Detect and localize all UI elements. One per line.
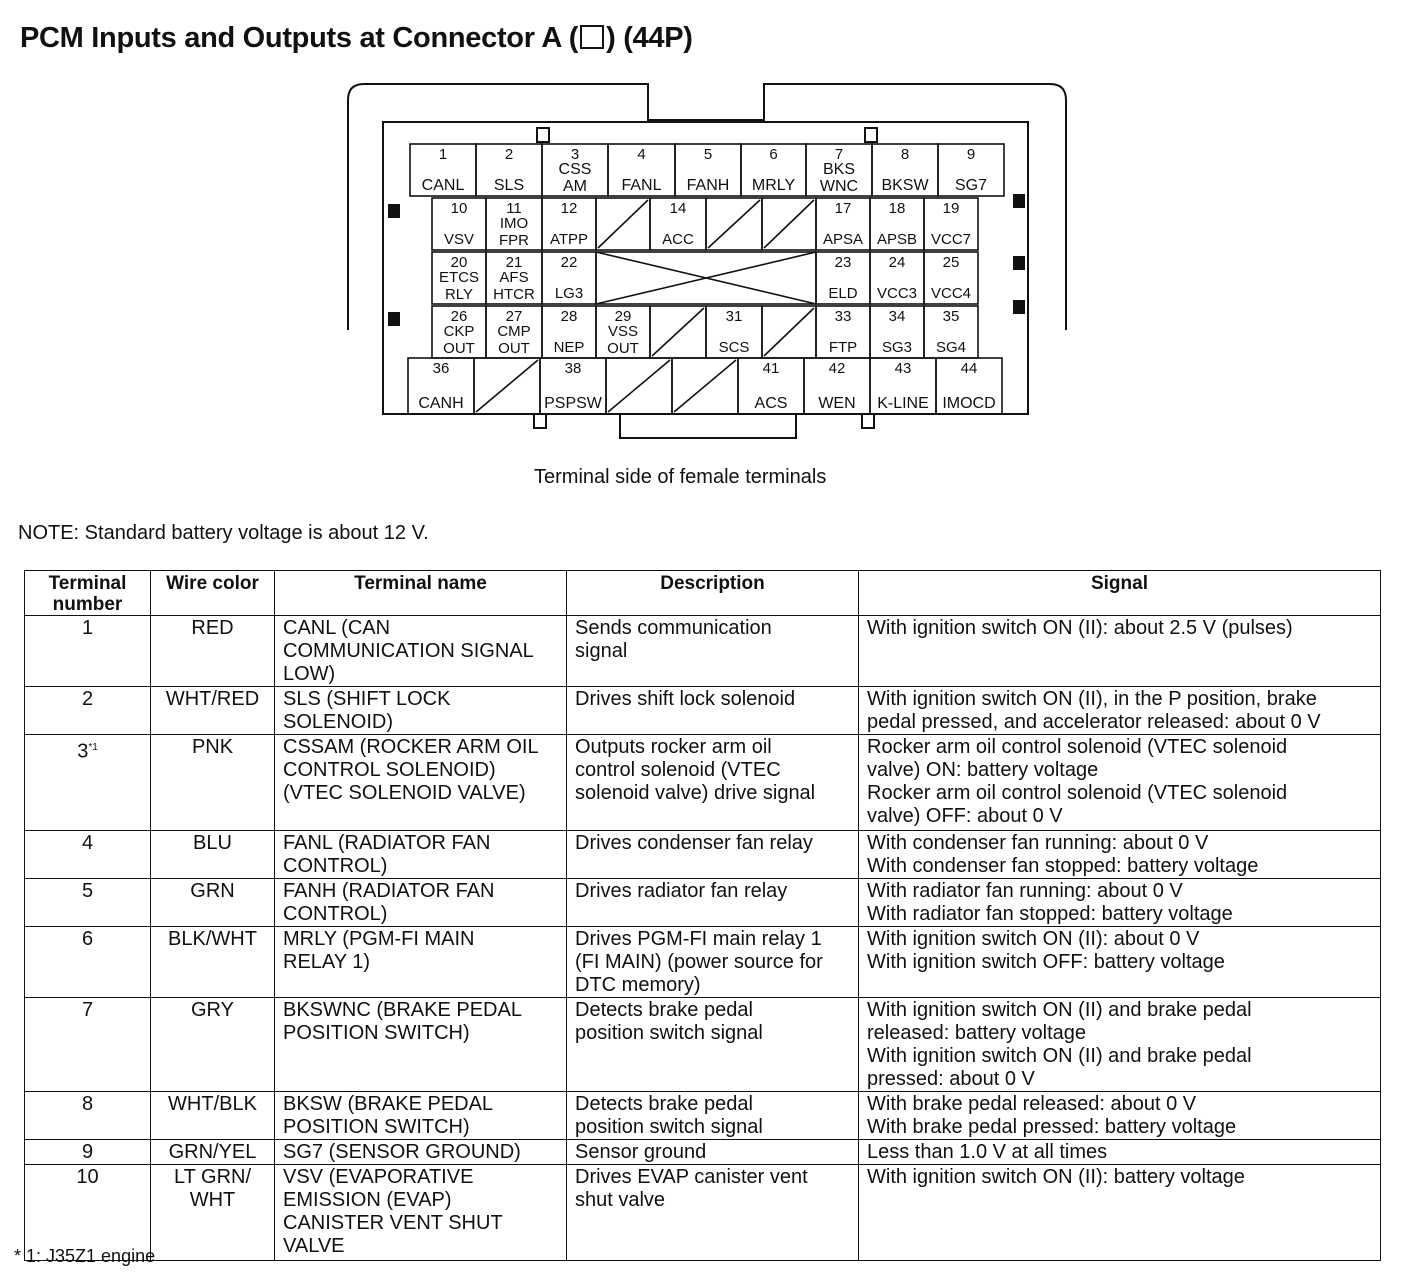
pin-label: AFS xyxy=(499,269,529,286)
description-cell: Drives condenser fan relay xyxy=(567,831,859,879)
table-row xyxy=(25,616,1381,687)
pin-label: 22 xyxy=(560,254,578,271)
pin-label: SCS xyxy=(718,339,750,356)
table-row xyxy=(25,735,1381,831)
wire-color-cell: GRN/YEL xyxy=(151,1140,275,1165)
pin-label: 29 xyxy=(614,308,632,325)
pin-label: FPR xyxy=(499,232,529,249)
terminal-number: 5 xyxy=(81,880,94,902)
signal-cell: With ignition switch ON (II) and brake pedal released: battery voltage With ignition switch ON (II) and brake pedal pressed: about 0 V xyxy=(859,998,1381,1092)
pin-label: APSB xyxy=(876,231,918,248)
pin-label: CANH xyxy=(418,395,464,412)
terminal-number-cell xyxy=(25,616,151,687)
signal-cell: With condenser fan running: about 0 V With condenser fan stopped: battery voltage xyxy=(859,831,1381,879)
pin-label: 43 xyxy=(894,360,912,377)
wire-color-cell: WHT/RED xyxy=(151,687,275,735)
pin-label: WNC xyxy=(819,178,859,195)
pin-label: ATPP xyxy=(549,231,589,248)
pin-label: LG3 xyxy=(554,285,584,302)
pin-label: SG7 xyxy=(954,177,988,194)
pin-label: 14 xyxy=(669,200,687,217)
description-cell: Sensor ground xyxy=(567,1140,859,1165)
pin-label: 1 xyxy=(438,146,448,163)
pin-label: 26 xyxy=(450,308,468,325)
wire-color-cell: WHT/BLK xyxy=(151,1092,275,1140)
empty-cavity-slash xyxy=(608,360,670,412)
pin-label: 25 xyxy=(942,254,960,271)
connector-lock-left-upper xyxy=(388,204,400,218)
note-text: Standard battery voltage is about 12 V. xyxy=(79,522,429,544)
pin-label: PSPSW xyxy=(544,395,602,412)
table-row xyxy=(25,879,1381,927)
signal-cell: With ignition switch ON (II): about 2.5 V (pulses) xyxy=(859,616,1381,687)
note-label: NOTE: xyxy=(18,522,80,544)
pin-label: VCC7 xyxy=(930,231,972,248)
description-cell: Drives radiator fan relay xyxy=(567,879,859,927)
wire-color-cell: BLK/WHT xyxy=(151,927,275,998)
terminal-number-cell xyxy=(25,1092,151,1140)
description-cell: Drives EVAP canister vent shut valve xyxy=(567,1165,859,1261)
pin-label: ETCS xyxy=(438,269,480,286)
pin-label: BKS xyxy=(822,161,856,178)
signal-cell: With brake pedal released: about 0 V With brake pedal pressed: battery voltage xyxy=(859,1092,1381,1140)
connector-lock-left-lower xyxy=(388,312,400,326)
signal-cell: With ignition switch ON (II): battery voltage xyxy=(859,1165,1381,1261)
signal-cell: With ignition switch ON (II): about 0 V With ignition switch OFF: battery voltage xyxy=(859,927,1381,998)
title-suffix: ) (44P) xyxy=(606,22,693,54)
pin-label: CKP xyxy=(443,323,475,340)
pin-label: 10 xyxy=(450,200,468,217)
terminal-number: 8 xyxy=(81,1093,94,1115)
wire-color-cell: PNK xyxy=(151,735,275,831)
connector-top-tab-right xyxy=(865,128,877,142)
pin-label: RLY xyxy=(444,286,474,303)
description-cell: Drives PGM-FI main relay 1 (FI MAIN) (power source for DTC memory) xyxy=(567,927,859,998)
empty-cavity-slash xyxy=(764,200,814,248)
pin-label: FANH xyxy=(686,177,730,194)
pin-label: APSA xyxy=(822,231,864,248)
pin-label: 34 xyxy=(888,308,906,325)
pin-label: HTCR xyxy=(493,286,535,303)
pin-label: SLS xyxy=(493,177,525,194)
pin-label: NEP xyxy=(553,339,585,356)
pin-label: ACS xyxy=(754,395,788,412)
pin-label: WEN xyxy=(818,395,856,412)
terminal-name-cell: SG7 (SENSOR GROUND) xyxy=(275,1140,567,1165)
connector-top-tab-left xyxy=(537,128,549,142)
table-header-row xyxy=(25,571,1381,616)
terminal-name-cell: FANH (RADIATOR FAN CONTROL) xyxy=(275,879,567,927)
pin-label: 23 xyxy=(834,254,852,271)
connector-lock-right-1 xyxy=(1013,194,1025,208)
terminal-number: 3 xyxy=(77,740,89,763)
terminal-number-cell xyxy=(25,927,151,998)
header-signal: Signal xyxy=(859,571,1381,616)
pin-label: 18 xyxy=(888,200,906,217)
connector-body-outline xyxy=(383,122,1028,414)
connector-lock-right-2 xyxy=(1013,256,1025,270)
pin-label: CMP xyxy=(497,323,531,340)
table-row xyxy=(25,1140,1381,1165)
terminal-number: 2 xyxy=(81,688,94,710)
terminal-name-cell: VSV (EVAPORATIVE EMISSION (EVAP) CANISTER VENT SHUT VALVE xyxy=(275,1165,567,1261)
terminal-number-cell xyxy=(25,879,151,927)
pin-label: AM xyxy=(563,178,587,195)
pin-label: 17 xyxy=(834,200,852,217)
pin-label: 2 xyxy=(504,146,514,163)
pin-label: 38 xyxy=(564,360,582,377)
pin-label: K-LINE xyxy=(877,395,929,412)
signal-cell: Less than 1.0 V at all times xyxy=(859,1140,1381,1165)
connector-bottom-tab-left xyxy=(534,414,546,428)
header-wire-color: Wire color xyxy=(151,571,275,616)
terminal-number: 1 xyxy=(81,617,94,639)
pin-label: 4 xyxy=(637,146,646,163)
pin-label: 7 xyxy=(834,146,844,163)
title-prefix: PCM Inputs and Outputs at Connector A ( xyxy=(20,22,579,54)
table-row xyxy=(25,831,1381,879)
terminal-number: 10 xyxy=(76,1166,99,1188)
pin-label: 12 xyxy=(560,200,578,217)
pin-label: 8 xyxy=(900,146,910,163)
pin-label: ACC xyxy=(662,231,694,248)
description-cell: Sends communication signal xyxy=(567,616,859,687)
terminal-name-cell: BKSW (BRAKE PEDAL POSITION SWITCH) xyxy=(275,1092,567,1140)
pin-label: CANL xyxy=(421,177,465,194)
pin-label: 35 xyxy=(942,308,960,325)
description-cell: Detects brake pedal position switch signal xyxy=(567,1092,859,1140)
footnote: * 1: J35Z1 engine xyxy=(14,1246,156,1266)
connector-diagram xyxy=(0,0,1408,460)
terminal-table xyxy=(24,570,1381,1261)
pin-label: 21 xyxy=(505,254,523,271)
pin-label: FTP xyxy=(828,339,858,356)
terminal-number-cell xyxy=(25,831,151,879)
description-cell: Drives shift lock solenoid xyxy=(567,687,859,735)
pin-label: 28 xyxy=(560,308,578,325)
empty-cavity-slash xyxy=(674,360,736,412)
empty-cavity-slash xyxy=(764,308,814,356)
pin-label: SG3 xyxy=(881,339,913,356)
terminal-number-cell xyxy=(25,687,151,735)
header-terminal-number: Terminal number xyxy=(25,571,151,616)
header-description: Description xyxy=(567,571,859,616)
wire-color-cell: LT GRN/ WHT xyxy=(151,1165,275,1261)
signal-cell: With radiator fan running: about 0 V With radiator fan stopped: battery voltage xyxy=(859,879,1381,927)
pin-label: 42 xyxy=(828,360,846,377)
pin-label: MRLY xyxy=(751,177,796,194)
pin-label: 44 xyxy=(960,360,978,377)
terminal-name-cell: FANL (RADIATOR FAN CONTROL) xyxy=(275,831,567,879)
pin-label: 20 xyxy=(450,254,468,271)
wire-color-cell: RED xyxy=(151,616,275,687)
diagram-caption: Terminal side of female terminals xyxy=(534,466,827,488)
wire-color-cell: GRY xyxy=(151,998,275,1092)
pin-label: 3 xyxy=(570,146,580,163)
connector-bottom-key xyxy=(620,414,796,438)
description-cell: Outputs rocker arm oil control solenoid (VTEC solenoid valve) drive signal xyxy=(567,735,859,831)
note xyxy=(18,522,429,545)
terminal-number-cell xyxy=(25,1140,151,1165)
wire-color-cell: BLU xyxy=(151,831,275,879)
signal-cell: With ignition switch ON (II), in the P position, brake pedal pressed, and accelerator released: about 0 V xyxy=(859,687,1381,735)
pin-label: OUT xyxy=(607,340,639,357)
pin-label: ELD xyxy=(828,285,858,302)
terminal-number: 7 xyxy=(81,999,94,1021)
wire-color-cell: GRN xyxy=(151,879,275,927)
pin-label: 27 xyxy=(505,308,523,325)
terminal-name-cell: BKSWNC (BRAKE PEDAL POSITION SWITCH) xyxy=(275,998,567,1092)
table-row xyxy=(25,998,1381,1092)
terminal-number: 6 xyxy=(81,928,94,950)
description-cell: Detects brake pedal position switch signal xyxy=(567,998,859,1092)
pin-label: 36 xyxy=(432,360,450,377)
footnote-marker: *1 xyxy=(88,742,98,753)
signal-cell: Rocker arm oil control solenoid (VTEC solenoid valve) ON: battery voltage Rocker arm oil control solenoid (VTEC solenoid valve) OFF: about 0 V xyxy=(859,735,1381,831)
table-row xyxy=(25,927,1381,998)
pin-label: VCC3 xyxy=(876,285,918,302)
terminal-number: 9 xyxy=(81,1141,94,1163)
pin-label: FANL xyxy=(621,177,662,194)
pin-label: 24 xyxy=(888,254,906,271)
terminal-name-cell: SLS (SHIFT LOCK SOLENOID) xyxy=(275,687,567,735)
terminal-number-cell xyxy=(25,998,151,1092)
pin-label: VSS xyxy=(607,323,639,340)
empty-cavity-slash xyxy=(598,200,648,248)
pin-label: 6 xyxy=(769,146,778,163)
header-terminal-name: Terminal name xyxy=(275,571,567,616)
pin-label: 9 xyxy=(966,146,976,163)
table-row xyxy=(25,1092,1381,1140)
terminal-name-cell: MRLY (PGM-FI MAIN RELAY 1) xyxy=(275,927,567,998)
connector-bottom-tab-right xyxy=(862,414,874,428)
terminal-name-cell: CSSAM (ROCKER ARM OIL CONTROL SOLENOID) (VTEC SOLENOID VALVE) xyxy=(275,735,567,831)
connector-lock-right-3 xyxy=(1013,300,1025,314)
pin-label: BKSW xyxy=(881,177,929,194)
terminal-number-cell xyxy=(25,735,151,831)
pin-label: VCC4 xyxy=(930,285,972,302)
terminal-name-cell: CANL (CAN COMMUNICATION SIGNAL LOW) xyxy=(275,616,567,687)
pin-label: SG4 xyxy=(935,339,967,356)
pin-label: VSV xyxy=(443,231,475,248)
pin-label: 5 xyxy=(703,146,713,163)
empty-cavity-slash xyxy=(476,360,538,412)
pin-label: 41 xyxy=(762,360,780,377)
terminal-number: 4 xyxy=(81,832,94,854)
pin-label: CSS xyxy=(558,161,592,178)
pin-label: OUT xyxy=(443,340,475,357)
pin-label: 11 xyxy=(506,200,522,217)
empty-cavity-slash xyxy=(708,200,760,248)
pin-label: 31 xyxy=(725,308,743,325)
table-row xyxy=(25,687,1381,735)
pin-label: OUT xyxy=(498,340,530,357)
table-row xyxy=(25,1165,1381,1261)
empty-cavity-slash xyxy=(652,308,704,356)
pin-label: IMOCD xyxy=(942,395,996,412)
pin-label: IMO xyxy=(499,215,529,232)
pin-label: 19 xyxy=(942,200,960,217)
pin-label: 33 xyxy=(834,308,852,325)
